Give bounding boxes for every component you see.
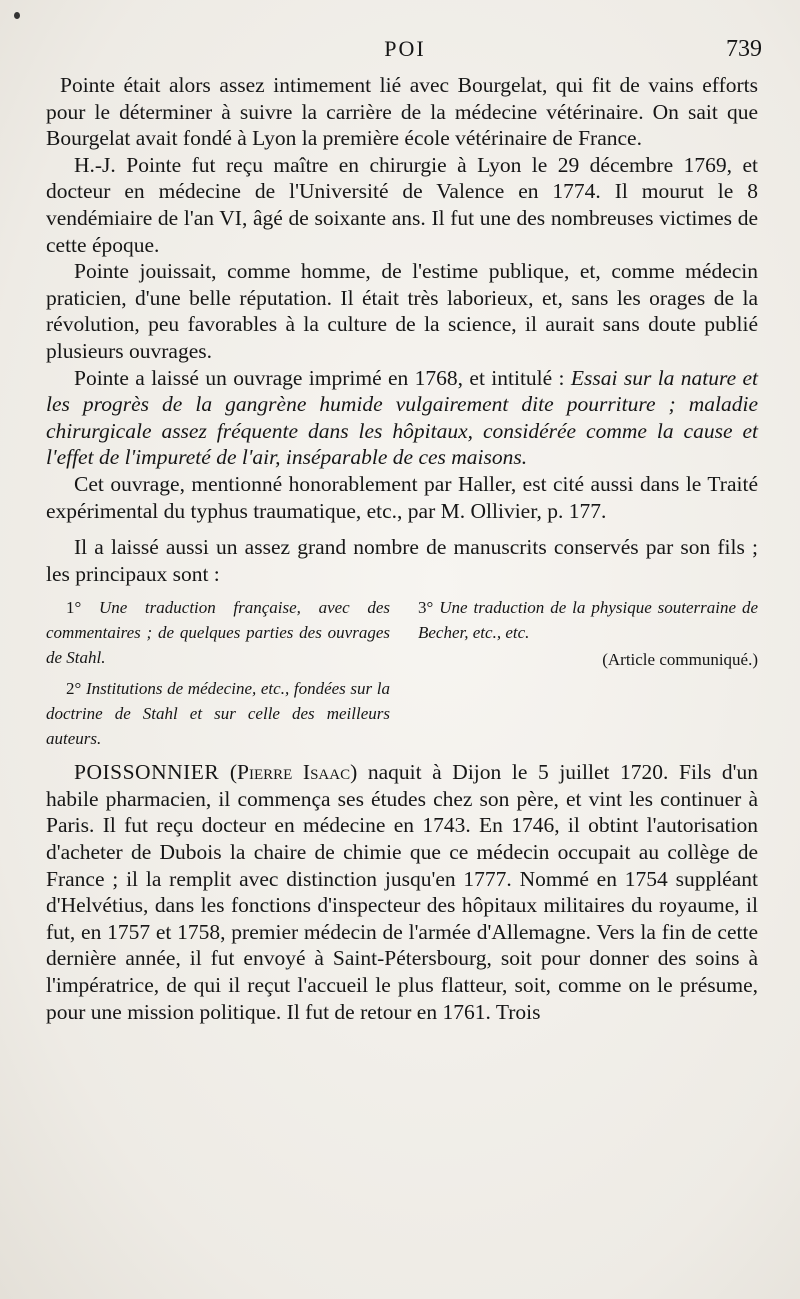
page-number: 739	[726, 36, 762, 62]
article-signature: (Article communiqué.)	[602, 650, 758, 670]
paragraph-1: Pointe était alors assez intimement lié avec Bourgelat, qui fit de vains efforts pour le déterminer à suivre la carrière de la médecine vétérinaire. On sait que Bourgelat avait fondé à Lyon la première école vétérinaire de France.	[46, 73, 758, 151]
manuscript-item-1-number: 1°	[66, 598, 82, 618]
manuscript-item-3-number: 3°	[418, 598, 434, 618]
ink-speck	[14, 12, 20, 19]
entry-poissonnier	[46, 759, 758, 1025]
running-head: POI	[384, 36, 426, 61]
manuscript-item-2-text: Institutions de médecine, etc., fondées sur la doctrine de Stahl et sur celle des meilleurs auteurs.	[46, 679, 391, 749]
paragraph-2: H.-J. Pointe fut reçu maître en chirurgie à Lyon le 29 décembre 1769, et docteur en médecine de l'Université de Valence en 1774. Il mourut le 8 vendémiaire de l'an VI, âgé de soixante ans. Il fut une des nombreuses victimes de cette époque.	[46, 152, 758, 257]
manuscript-item-3	[418, 595, 758, 645]
entry-headword: POISSONNIER	[74, 760, 220, 785]
manuscript-item-1-text: Une traduction française, avec des commentaires ; de quelques parties des ouvrages de Stahl.	[46, 598, 391, 668]
manuscript-item-2-number: 2°	[66, 679, 82, 699]
manuscript-item-2	[46, 676, 390, 751]
manuscript-list-right	[398, 595, 758, 751]
entry-text: naquit à Dijon le 5 juillet 1720. Fils d'un habile pharmacien, il commença ses études chez son père, et vint les continuer à Paris. Il fut reçu docteur en médecine en 1743. En 1746, il obtint l'autorisation d'acheter de Dubois la chaire de chimie que ce médecin occupait au collège de France ; il la remplit avec distinction jusqu'en 1777. Nommé en 1754 suppléant d'Helvétius, dans les fonctions d'inspecteur des hôpitaux militaires du royaume, il fut, en 1757 et 1758, premier médecin de l'armée d'Allemagne. Vers la fin de cette dernière année, il fut envoyé à Saint-Pétersbourg, soit pour donner des soins à l'impératrice, de qui il reçut l'accueil le plus flatteur, soit, comme on le présume, pour une mission politique. Il fut de retour en 1761. Trois	[46, 760, 759, 1024]
paragraph-5: Cet ouvrage, mentionné honorablement par Haller, est cité aussi dans le Traité expérimental du typhus traumatique, etc., par M. Ollivier, p. 177.	[46, 471, 758, 523]
paragraph-4	[46, 365, 758, 471]
manuscript-list-left	[46, 595, 398, 751]
paragraph-4-intro: Pointe a laissé un ouvrage imprimé en 1768, et intitulé :	[74, 365, 565, 390]
entry-forenames: (Pierre Isaac)	[229, 760, 358, 785]
manuscript-item-1	[46, 595, 390, 670]
work-title: Essai sur la nature et les progrès de la gangrène humide vulgairement dite pourriture ; maladie chirurgicale assez fréquente dans les hôpitaux, considérée comme la cause et l'effet de l'impureté de l'air, inséparable de ces maisons.	[46, 365, 759, 470]
paragraph-6: Il a laissé aussi un assez grand nombre de manuscrits conservés par son fils ; les principaux sont :	[46, 535, 758, 586]
page-header	[48, 36, 762, 66]
manuscript-list	[46, 595, 758, 751]
paragraph-3: Pointe jouissait, comme homme, de l'estime publique, et, comme médecin praticien, d'une belle réputation. Il était très laborieux, et, sans les orages de la révolution, peu favorables à la culture de la science, il aurait sans doute publié plusieurs ouvrages.	[46, 259, 758, 363]
manuscript-item-3-text: Une traduction de la physique souterraine de Becher, etc., etc.	[418, 598, 759, 643]
page-body	[46, 72, 758, 1025]
